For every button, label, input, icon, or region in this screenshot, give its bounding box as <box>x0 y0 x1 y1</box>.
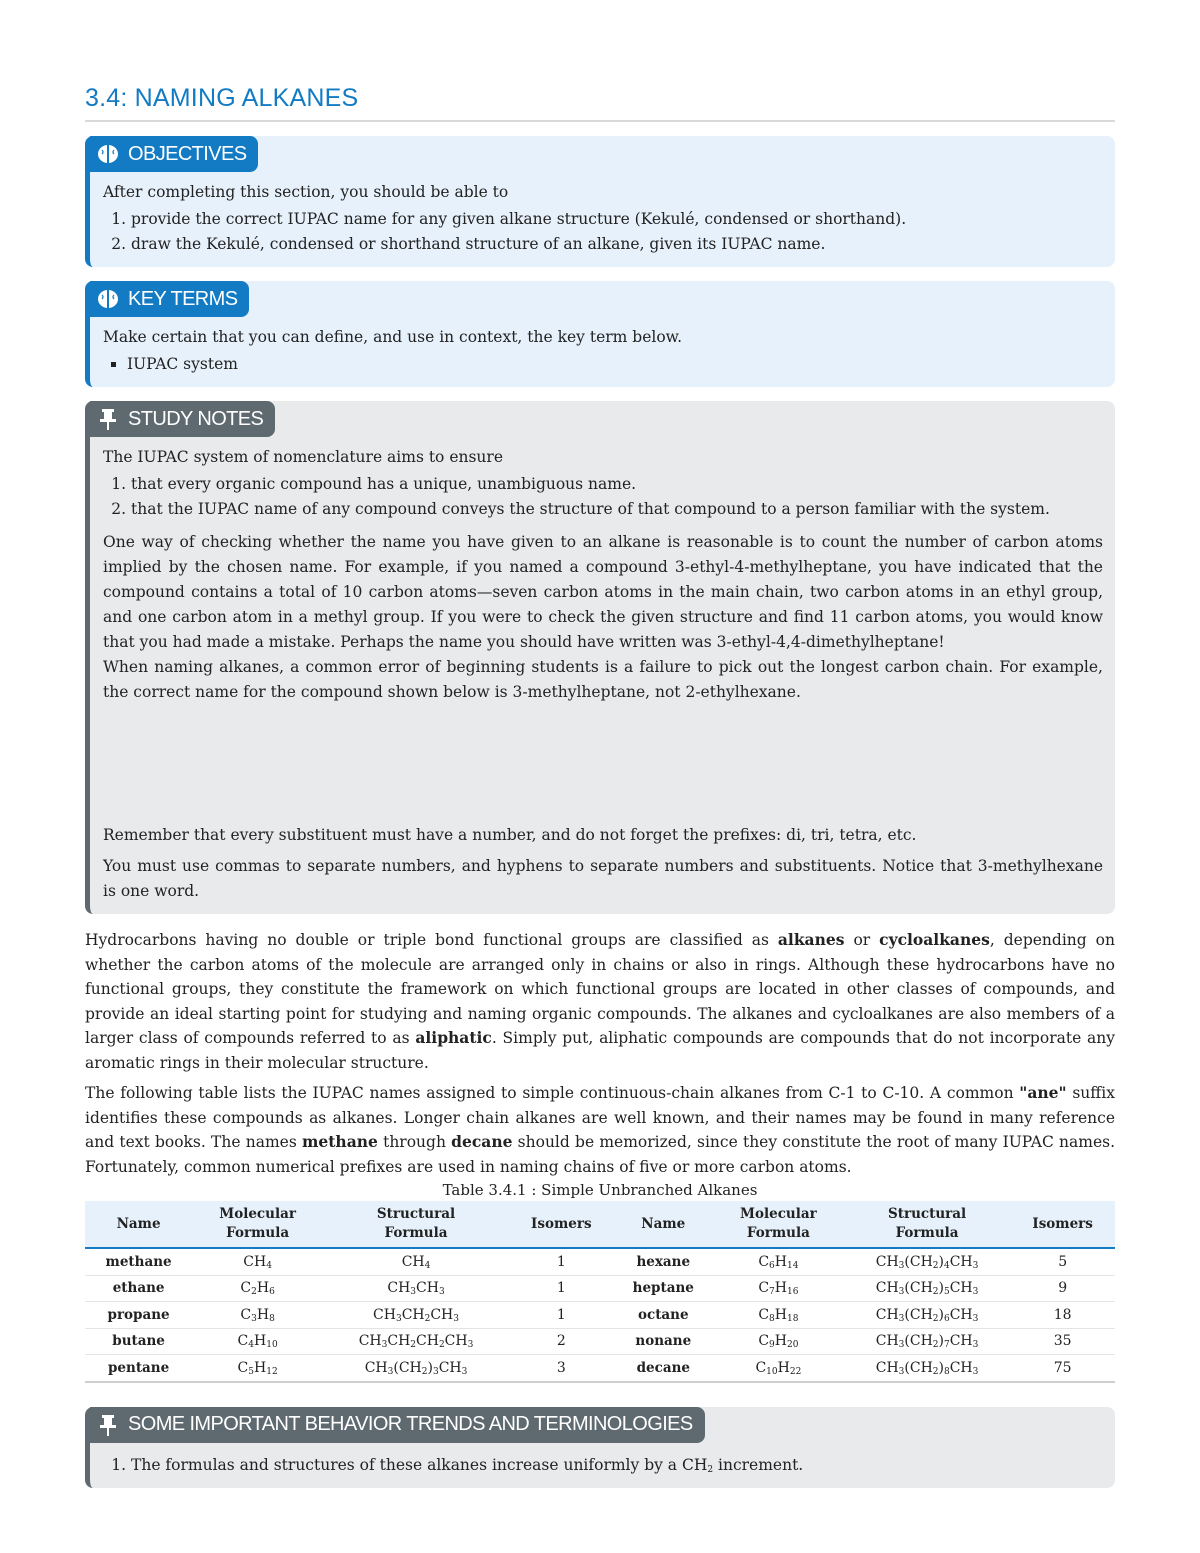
table-cell: 75 <box>1010 1355 1115 1382</box>
key-terms-list <box>103 352 1103 377</box>
study-notes-paragraph: Remember that every substituent must have a number, and do not forget the prefixes: di, tri, tetra, etc. <box>103 826 917 844</box>
pin-icon <box>96 407 120 431</box>
table-cell: $C_3H_8$ <box>192 1302 323 1329</box>
table-cell: 1 <box>509 1302 614 1329</box>
table-cell: $C_2H_6$ <box>192 1275 323 1302</box>
table-cell: 3 <box>509 1355 614 1382</box>
trends-box <box>85 1407 1115 1488</box>
table-header-col-name: Name <box>85 1201 192 1248</box>
key-terms-intro: Make certain that you can define, and use in context, the key term below. <box>103 328 683 346</box>
objectives-list <box>103 207 1103 257</box>
study-notes-box <box>85 401 1115 914</box>
study-notes-body <box>90 439 1115 904</box>
key-terms-heading: KEY TERMS <box>128 287 238 310</box>
study-notes-heading: STUDY NOTES <box>128 407 264 430</box>
term-aliphatic: aliphatic <box>415 1028 492 1047</box>
table-header-col-molecular-formula: Molecular Formula <box>713 1201 844 1248</box>
table-cell: 2 <box>509 1328 614 1355</box>
table-header-col-isomers: Isomers <box>1010 1201 1115 1248</box>
trends-list <box>103 1453 1103 1478</box>
table-cell: $CH_3(CH_2)_5CH_3$ <box>844 1275 1010 1302</box>
objectives-heading: OBJECTIVES <box>128 142 247 165</box>
main-content <box>85 928 1115 1383</box>
objectives-body <box>90 174 1115 257</box>
study-notes-intro: The IUPAC system of nomenclature aims to ensure <box>103 448 503 466</box>
table-cell: heptane <box>614 1275 713 1302</box>
table-cell: $CH_4$ <box>323 1248 509 1275</box>
study-notes-header <box>90 401 275 437</box>
list-item: ▪ IUPAC system <box>127 352 1103 377</box>
study-notes-paragraph: You must use commas to separate numbers, and hyphens to separate numbers and substituents. Notice that 3-methylhexane is one word. <box>103 857 1103 900</box>
table-row <box>85 1302 1115 1329</box>
table-caption: Table 3.4.1 : Simple Unbranched Alkanes <box>442 1181 758 1199</box>
term-alkanes: alkanes <box>777 930 845 949</box>
body-paragraph: Hydrocarbons having no double or triple bond functional groups are classified as alkanes or cycloalkanes, depending on whether the carbon atoms of the molecule are arranged only in chains or also in rings. Although these hydrocarbons have no functional groups, they constitute the framework on which functional groups are located in other classes of compounds, and provide an ideal starting point for studying and naming organic compounds. The alkanes and cycloalkanes are also members of a larger class of compounds referred to as aliphatic. Simply put, aliphatic compounds are compounds that do not incorporate any aromatic rings in their molecular structure. <box>85 930 1115 1072</box>
table-cell: $CH_4$ <box>192 1248 323 1275</box>
table-cell: 1 <box>509 1275 614 1302</box>
table-cell: nonane <box>614 1328 713 1355</box>
table-row <box>85 1355 1115 1382</box>
table-cell: 18 <box>1010 1302 1115 1329</box>
objectives-box <box>85 136 1115 267</box>
table-cell: pentane <box>85 1355 192 1382</box>
list-item: 2. that the IUPAC name of any compound conveys the structure of that compound to a person familiar with the system. <box>131 497 1103 522</box>
table-row <box>85 1328 1115 1355</box>
body-paragraph: The following table lists the IUPAC names assigned to simple continuous-chain alkanes from C-1 to C-10. A common "ane" suffix identifies these compounds as alkanes. Longer chain alkanes are well known, and their names may be found in many reference and text books. The names methane through decane should be memorized, since they constitute the root of many IUPAC names. Fortunately, common numerical prefixes are used in naming chains of five or more carbon atoms. <box>85 1083 1115 1176</box>
table-cell: $C_9H_{20}$ <box>713 1328 844 1355</box>
term-methane: methane <box>302 1132 378 1151</box>
table-cell: $C_7H_{16}$ <box>713 1275 844 1302</box>
table-cell: propane <box>85 1302 192 1329</box>
list-item: 1. The formulas and structures of these alkanes increase uniformly by a $CH_2$ increment. <box>131 1453 1103 1478</box>
brain-icon <box>96 287 120 311</box>
table-cell: octane <box>614 1302 713 1329</box>
study-notes-paragraph: One way of checking whether the name you have given to an alkane is reasonable is to count the number of carbon atoms implied by the chosen name. For example, if you named a compound 3-ethyl-4-methylheptane, you have indicated that the compound contains a total of 10 carbon atoms—seven carbon atoms in the main chain, two carbon atoms in an ethyl group, and one carbon atom in a methyl group. If you were to check the given structure and find 11 carbon atoms, you would know that you had made a mistake. Perhaps the name you should have written was 3-ethyl-4,4-dimethylheptane! <box>103 533 1103 651</box>
table-cell: $CH_3CH_3$ <box>323 1275 509 1302</box>
table-row <box>85 1275 1115 1302</box>
trends-heading: SOME IMPORTANT BEHAVIOR TRENDS AND TERMINOLOGIES <box>128 1413 693 1435</box>
brain-icon <box>96 142 120 166</box>
table-cell: $C_8H_{18}$ <box>713 1302 844 1329</box>
table-cell: $CH_3(CH_2)_6CH_3$ <box>844 1302 1010 1329</box>
term-cycloalkanes: cycloalkanes <box>879 930 990 949</box>
table-cell: $CH_3(CH_2)_3CH_3$ <box>323 1355 509 1382</box>
study-notes-paragraph: When naming alkanes, a common error of beginning students is a failure to pick out the longest carbon chain. For example, the correct name for the compound shown below is 3-methylheptane, not 2-ethylhexane. <box>103 658 1103 701</box>
alkanes-table <box>85 1201 1115 1383</box>
list-item: 1. that every organic compound has a unique, unambiguous name. <box>131 472 1103 497</box>
list-item: 1. provide the correct IUPAC name for any given alkane structure (Kekulé, condensed or shorthand). <box>131 207 1103 232</box>
structure-image-placeholder <box>103 705 1103 823</box>
key-terms-body <box>90 319 1115 377</box>
table-row <box>85 1248 1115 1275</box>
table-cell: $C_{10}H_{22}$ <box>713 1355 844 1382</box>
table-cell: $CH_3(CH_2)_8CH_3$ <box>844 1355 1010 1382</box>
objectives-header <box>90 136 258 172</box>
table-cell: ethane <box>85 1275 192 1302</box>
trends-header <box>90 1407 705 1443</box>
table-cell: $C_4H_{10}$ <box>192 1328 323 1355</box>
table-cell: 1 <box>509 1248 614 1275</box>
table-cell: $C_5H_{12}$ <box>192 1355 323 1382</box>
table-header-col-molecular-formula: Molecular Formula <box>192 1201 323 1248</box>
table-header-row <box>85 1201 1115 1248</box>
study-notes-list <box>103 472 1103 522</box>
table-cell: butane <box>85 1328 192 1355</box>
list-item: 2. draw the Kekulé, condensed or shorthand structure of an alkane, given its IUPAC name. <box>131 232 1103 257</box>
table-cell: $CH_3(CH_2)_7CH_3$ <box>844 1328 1010 1355</box>
pin-icon <box>96 1413 120 1437</box>
table-body <box>85 1248 1115 1382</box>
table-cell: $CH_3CH_2CH_2CH_3$ <box>323 1328 509 1355</box>
table-cell: decane <box>614 1355 713 1382</box>
objectives-intro: After completing this section, you should be able to <box>103 183 509 201</box>
table-cell: 5 <box>1010 1248 1115 1275</box>
page <box>85 80 1115 1488</box>
table-cell: $CH_3CH_2CH_3$ <box>323 1302 509 1329</box>
table-cell: $CH_3(CH_2)_4CH_3$ <box>844 1248 1010 1275</box>
table-cell: hexane <box>614 1248 713 1275</box>
table-header-col-isomers: Isomers <box>509 1201 614 1248</box>
key-terms-header <box>90 281 249 317</box>
table-cell: methane <box>85 1248 192 1275</box>
term-ane: "ane" <box>1019 1083 1067 1102</box>
table-header-col-name: Name <box>614 1201 713 1248</box>
page-title: 3.4: NAMING ALKANES <box>85 80 1115 122</box>
table-header-col-structural-formula: Structural Formula <box>323 1201 509 1248</box>
key-terms-box <box>85 281 1115 387</box>
term-decane: decane <box>451 1132 513 1151</box>
trends-body <box>90 1445 1115 1478</box>
table-cell: 9 <box>1010 1275 1115 1302</box>
table-header-col-structural-formula: Structural Formula <box>844 1201 1010 1248</box>
table-cell: $C_6H_{14}$ <box>713 1248 844 1275</box>
table-cell: 35 <box>1010 1328 1115 1355</box>
